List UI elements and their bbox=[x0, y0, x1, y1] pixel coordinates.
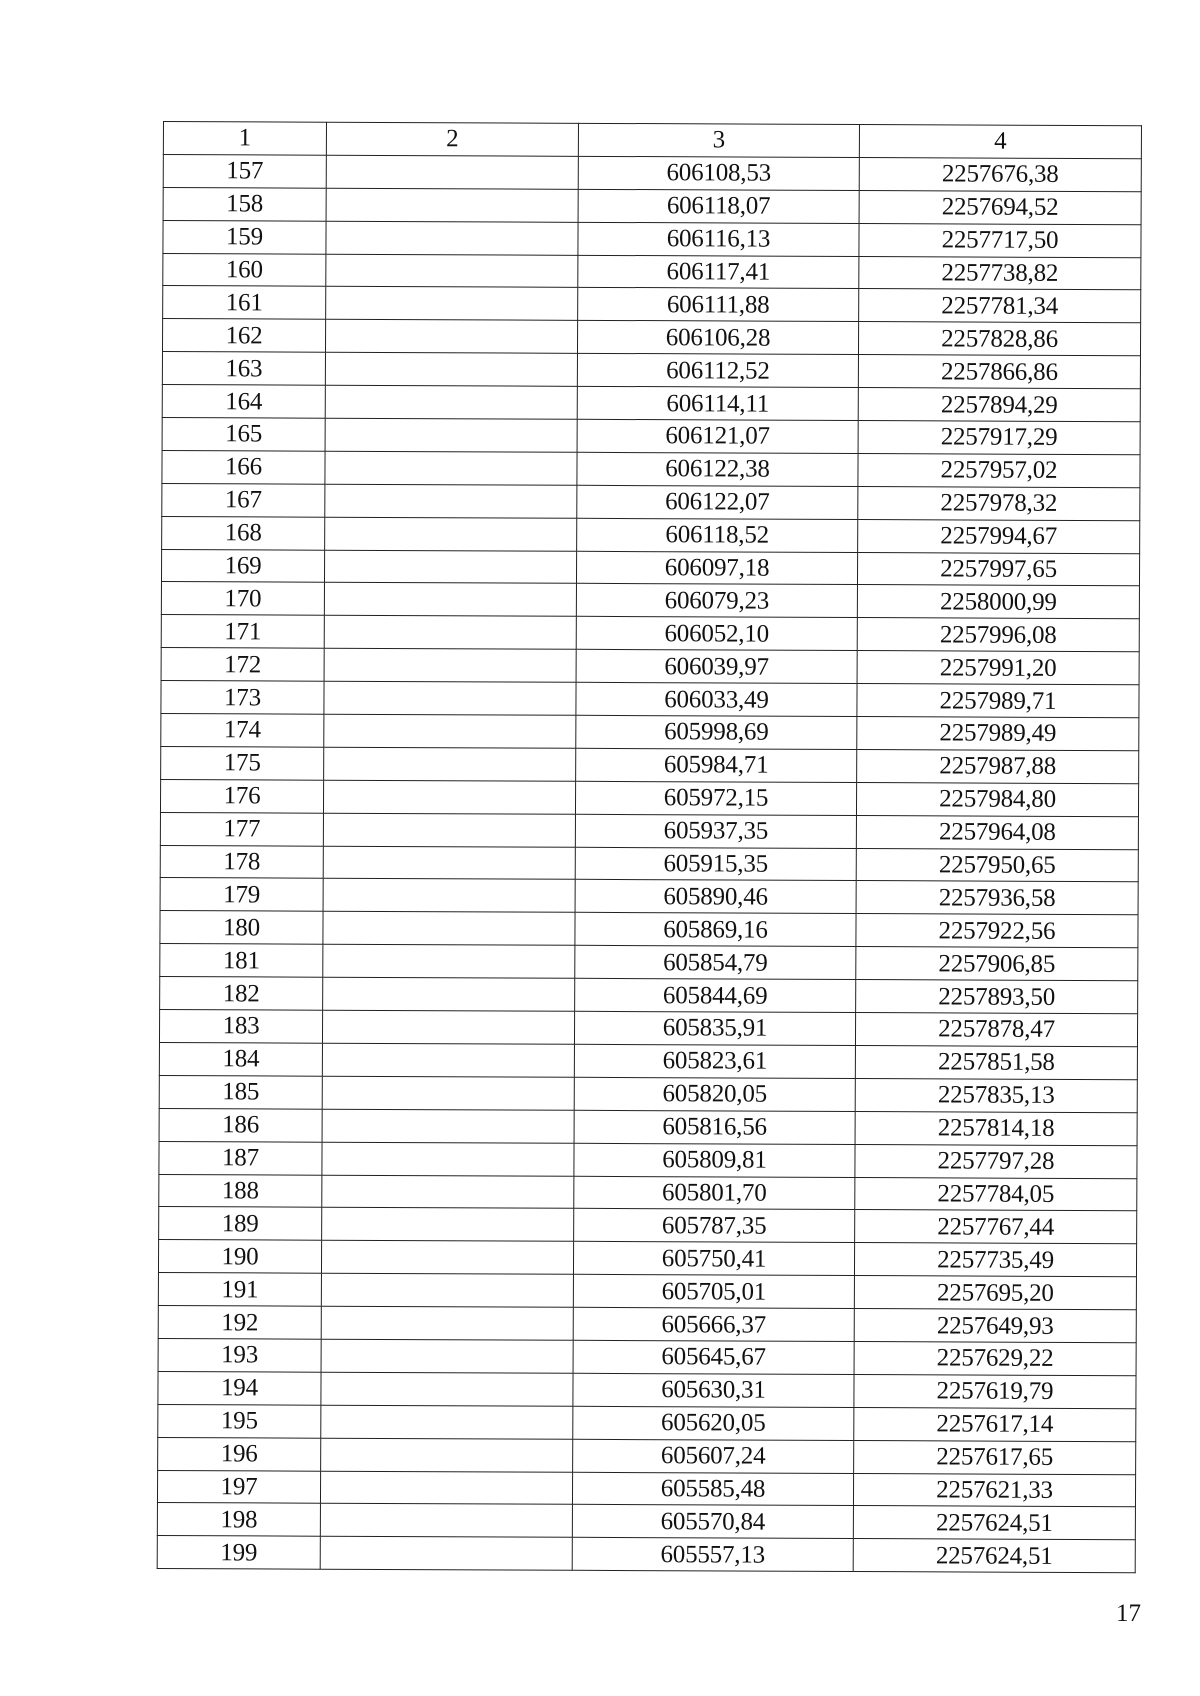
point-number-cell: 159 bbox=[163, 220, 326, 254]
point-number-cell: 193 bbox=[158, 1338, 321, 1372]
point-number-cell: 192 bbox=[158, 1306, 321, 1340]
coordinate-y-cell: 2257814,18 bbox=[855, 1111, 1137, 1145]
point-number-cell: 167 bbox=[162, 483, 325, 517]
table-row bbox=[162, 385, 1140, 422]
table-row bbox=[158, 1404, 1136, 1441]
empty-cell bbox=[321, 1240, 573, 1274]
coordinate-x-cell: 605801,70 bbox=[574, 1176, 855, 1210]
empty-cell bbox=[322, 1175, 574, 1209]
page-number: 17 bbox=[1116, 1600, 1141, 1627]
point-number-cell: 170 bbox=[161, 582, 324, 616]
empty-cell bbox=[323, 879, 575, 913]
empty-cell bbox=[320, 1536, 572, 1570]
coordinate-y-cell: 2257617,65 bbox=[854, 1440, 1136, 1474]
point-number-cell: 183 bbox=[159, 1010, 322, 1044]
point-number-cell: 174 bbox=[161, 714, 324, 748]
coordinate-y-cell: 2257624,51 bbox=[853, 1506, 1135, 1540]
empty-cell bbox=[321, 1306, 573, 1340]
coordinate-x-cell: 606116,13 bbox=[578, 222, 859, 256]
empty-cell bbox=[322, 1076, 574, 1110]
empty-cell bbox=[325, 418, 577, 452]
table-row bbox=[162, 450, 1140, 487]
point-number-cell: 157 bbox=[163, 154, 326, 188]
empty-cell bbox=[323, 846, 575, 880]
empty-cell bbox=[325, 484, 577, 518]
coordinate-x-cell: 605820,05 bbox=[574, 1077, 855, 1111]
empty-cell bbox=[325, 517, 577, 551]
empty-cell bbox=[321, 1372, 573, 1406]
coordinate-x-cell: 605823,61 bbox=[574, 1044, 855, 1078]
table-row bbox=[161, 582, 1139, 619]
empty-cell bbox=[325, 320, 577, 354]
coordinate-x-cell: 605645,67 bbox=[573, 1340, 854, 1374]
coordinate-y-cell: 2257767,44 bbox=[855, 1210, 1137, 1244]
coordinate-x-cell: 605809,81 bbox=[574, 1143, 855, 1177]
coordinate-x-cell: 605705,01 bbox=[573, 1274, 854, 1308]
empty-cell bbox=[321, 1339, 573, 1373]
table-row bbox=[163, 187, 1141, 224]
empty-cell bbox=[326, 254, 578, 288]
coordinate-x-cell: 605835,91 bbox=[574, 1011, 855, 1045]
empty-cell bbox=[325, 352, 577, 386]
empty-cell bbox=[324, 550, 576, 584]
point-number-cell: 194 bbox=[158, 1371, 321, 1405]
table-row bbox=[159, 1174, 1137, 1211]
coordinate-x-cell: 606121,07 bbox=[577, 419, 858, 453]
coordinate-x-cell: 606114,11 bbox=[577, 386, 858, 420]
empty-cell bbox=[324, 681, 576, 715]
coordinate-y-cell: 2257978,32 bbox=[858, 486, 1140, 520]
coordinate-y-cell: 2257694,52 bbox=[859, 190, 1141, 224]
empty-cell bbox=[321, 1273, 573, 1307]
empty-cell bbox=[324, 583, 576, 617]
coordinate-y-cell: 2257676,38 bbox=[859, 157, 1141, 191]
coordinate-y-cell: 2257866,86 bbox=[858, 355, 1140, 389]
table-row bbox=[160, 812, 1138, 849]
point-number-cell: 160 bbox=[163, 253, 326, 287]
empty-cell bbox=[324, 747, 576, 781]
table-row bbox=[158, 1240, 1136, 1277]
coordinate-y-cell: 2257738,82 bbox=[859, 256, 1141, 290]
table-row bbox=[162, 352, 1140, 389]
coordinate-y-cell: 2257878,47 bbox=[855, 1013, 1137, 1047]
coordinate-x-cell: 605937,35 bbox=[575, 814, 856, 848]
table-row bbox=[160, 779, 1138, 816]
table-header bbox=[163, 122, 1141, 159]
table-row bbox=[161, 615, 1139, 652]
coordinate-y-cell: 2257997,65 bbox=[857, 552, 1139, 586]
coordinate-y-cell: 2257917,29 bbox=[858, 421, 1140, 455]
empty-cell bbox=[325, 385, 577, 419]
point-number-cell: 171 bbox=[161, 615, 324, 649]
coordinate-x-cell: 605984,71 bbox=[576, 748, 857, 782]
point-number-cell: 198 bbox=[157, 1503, 320, 1537]
coordinate-y-cell: 2257989,49 bbox=[857, 717, 1139, 751]
coordinate-x-cell: 605585,48 bbox=[572, 1472, 853, 1506]
point-number-cell: 164 bbox=[162, 385, 325, 419]
coordinate-y-cell: 2257936,58 bbox=[856, 881, 1138, 915]
coordinate-x-cell: 605915,35 bbox=[575, 847, 856, 881]
coordinate-y-cell: 2257984,80 bbox=[856, 782, 1138, 816]
table-row bbox=[162, 319, 1140, 356]
coordinate-y-cell: 2257624,51 bbox=[853, 1539, 1135, 1573]
point-number-cell: 162 bbox=[162, 319, 325, 353]
table-row bbox=[162, 418, 1140, 455]
coordinate-x-cell: 605787,35 bbox=[574, 1209, 855, 1243]
point-number-cell: 187 bbox=[159, 1141, 322, 1175]
empty-cell bbox=[320, 1471, 572, 1505]
table-row bbox=[161, 746, 1139, 783]
coordinate-y-cell: 2257922,56 bbox=[856, 914, 1138, 948]
coordinate-x-cell: 605630,31 bbox=[573, 1373, 854, 1407]
table-row bbox=[159, 1042, 1137, 1079]
coordinate-y-cell: 2257964,08 bbox=[856, 815, 1138, 849]
coordinate-x-cell: 606108,53 bbox=[578, 156, 859, 190]
table-row bbox=[160, 911, 1138, 948]
empty-cell bbox=[322, 1109, 574, 1143]
coordinate-x-cell: 606118,52 bbox=[577, 518, 858, 552]
table-row bbox=[160, 878, 1138, 915]
table-row bbox=[159, 1141, 1137, 1178]
coordinate-x-cell: 606122,38 bbox=[577, 452, 858, 486]
coordinate-y-cell: 2257617,14 bbox=[854, 1407, 1136, 1441]
empty-cell bbox=[323, 813, 575, 847]
point-number-cell: 184 bbox=[159, 1042, 322, 1076]
table-row bbox=[159, 1075, 1137, 1112]
empty-cell bbox=[326, 188, 578, 222]
coordinate-x-cell: 605666,37 bbox=[573, 1307, 854, 1341]
coordinate-y-cell: 2257629,22 bbox=[854, 1341, 1136, 1375]
empty-cell bbox=[323, 912, 575, 946]
coordinate-x-cell: 606097,18 bbox=[576, 551, 857, 585]
empty-cell bbox=[322, 1142, 574, 1176]
point-number-cell: 188 bbox=[159, 1174, 322, 1208]
point-number-cell: 168 bbox=[162, 516, 325, 550]
column-header-3: 3 bbox=[578, 123, 859, 157]
coordinate-x-cell: 606117,41 bbox=[578, 255, 859, 289]
table-row bbox=[162, 516, 1140, 553]
table-row bbox=[157, 1536, 1135, 1573]
point-number-cell: 163 bbox=[162, 352, 325, 386]
empty-cell bbox=[324, 616, 576, 650]
table-row bbox=[161, 549, 1139, 586]
empty-cell bbox=[323, 780, 575, 814]
point-number-cell: 199 bbox=[157, 1536, 320, 1570]
point-number-cell: 195 bbox=[158, 1404, 321, 1438]
table-row bbox=[158, 1437, 1136, 1474]
coordinate-y-cell: 2257828,86 bbox=[858, 322, 1140, 356]
coordinate-y-cell: 2257835,13 bbox=[855, 1078, 1137, 1112]
coordinate-y-cell: 2257994,67 bbox=[858, 519, 1140, 553]
empty-cell bbox=[323, 944, 575, 978]
point-number-cell: 178 bbox=[160, 845, 323, 879]
table-row bbox=[162, 483, 1140, 520]
coordinate-x-cell: 606039,97 bbox=[576, 650, 857, 684]
coordinate-y-cell: 2258000,99 bbox=[857, 585, 1139, 619]
point-number-cell: 191 bbox=[158, 1273, 321, 1307]
coordinate-y-cell: 2257695,20 bbox=[854, 1276, 1136, 1310]
point-number-cell: 169 bbox=[161, 549, 324, 583]
coordinate-x-cell: 605844,69 bbox=[575, 978, 856, 1012]
coordinate-x-cell: 606118,07 bbox=[578, 189, 859, 223]
coordinate-x-cell: 605750,41 bbox=[573, 1242, 854, 1276]
coordinate-y-cell: 2257621,33 bbox=[853, 1473, 1135, 1507]
empty-cell bbox=[325, 451, 577, 485]
table-row bbox=[160, 977, 1138, 1014]
coordinate-x-cell: 606106,28 bbox=[577, 321, 858, 355]
empty-cell bbox=[326, 155, 578, 189]
coordinate-y-cell: 2257957,02 bbox=[858, 453, 1140, 487]
coordinate-y-cell: 2257893,50 bbox=[856, 980, 1138, 1014]
empty-cell bbox=[323, 977, 575, 1011]
column-header-1: 1 bbox=[163, 122, 326, 156]
point-number-cell: 172 bbox=[161, 648, 324, 682]
point-number-cell: 175 bbox=[161, 746, 324, 780]
table-header-row bbox=[163, 122, 1141, 159]
coordinate-y-cell: 2257894,29 bbox=[858, 388, 1140, 422]
coordinates-table bbox=[157, 121, 1142, 1573]
coordinate-x-cell: 605890,46 bbox=[575, 880, 856, 914]
coordinate-x-cell: 605972,15 bbox=[575, 781, 856, 815]
point-number-cell: 180 bbox=[160, 911, 323, 945]
point-number-cell: 166 bbox=[162, 450, 325, 484]
coordinate-y-cell: 2257735,49 bbox=[854, 1243, 1136, 1277]
empty-cell bbox=[322, 1010, 574, 1044]
table-row bbox=[160, 845, 1138, 882]
column-header-4: 4 bbox=[859, 125, 1141, 159]
point-number-cell: 186 bbox=[159, 1108, 322, 1142]
coordinate-y-cell: 2257851,58 bbox=[855, 1045, 1137, 1079]
coordinate-y-cell: 2257950,65 bbox=[856, 848, 1138, 882]
empty-cell bbox=[322, 1208, 574, 1242]
coordinate-x-cell: 605607,24 bbox=[573, 1439, 854, 1473]
table-row bbox=[163, 286, 1141, 323]
coordinate-x-cell: 606033,49 bbox=[576, 682, 857, 716]
point-number-cell: 190 bbox=[158, 1240, 321, 1274]
coordinate-x-cell: 606079,23 bbox=[576, 584, 857, 618]
table-row bbox=[158, 1338, 1136, 1375]
empty-cell bbox=[324, 648, 576, 682]
table-row bbox=[159, 1108, 1137, 1145]
point-number-cell: 161 bbox=[163, 286, 326, 320]
coordinate-x-cell: 606052,10 bbox=[576, 617, 857, 651]
point-number-cell: 181 bbox=[160, 944, 323, 978]
coordinate-y-cell: 2257987,88 bbox=[857, 749, 1139, 783]
empty-cell bbox=[326, 287, 578, 321]
table-row bbox=[163, 220, 1141, 257]
coordinate-y-cell: 2257717,50 bbox=[859, 223, 1141, 257]
table-row bbox=[163, 154, 1141, 191]
coordinate-y-cell: 2257991,20 bbox=[857, 651, 1139, 685]
coordinate-x-cell: 606111,88 bbox=[578, 288, 859, 322]
table-body bbox=[157, 154, 1141, 1573]
table-row bbox=[158, 1371, 1136, 1408]
table-row bbox=[161, 648, 1139, 685]
table-row bbox=[161, 681, 1139, 718]
coordinate-y-cell: 2257784,05 bbox=[855, 1177, 1137, 1211]
coordinate-y-cell: 2257989,71 bbox=[857, 684, 1139, 718]
coordinate-y-cell: 2257797,28 bbox=[855, 1144, 1137, 1178]
coordinate-y-cell: 2257996,08 bbox=[857, 618, 1139, 652]
point-number-cell: 182 bbox=[160, 977, 323, 1011]
coordinate-x-cell: 605570,84 bbox=[572, 1505, 853, 1539]
table-row bbox=[157, 1503, 1135, 1540]
empty-cell bbox=[320, 1504, 572, 1538]
point-number-cell: 165 bbox=[162, 418, 325, 452]
coordinate-y-cell: 2257781,34 bbox=[859, 289, 1141, 323]
table-row bbox=[160, 944, 1138, 981]
coordinate-x-cell: 605998,69 bbox=[576, 715, 857, 749]
point-number-cell: 176 bbox=[160, 779, 323, 813]
coordinate-y-cell: 2257619,79 bbox=[854, 1374, 1136, 1408]
point-number-cell: 189 bbox=[159, 1207, 322, 1241]
empty-cell bbox=[321, 1438, 573, 1472]
point-number-cell: 179 bbox=[160, 878, 323, 912]
table-row bbox=[157, 1470, 1135, 1507]
coordinate-x-cell: 605869,16 bbox=[575, 913, 856, 947]
column-header-2: 2 bbox=[326, 122, 578, 156]
empty-cell bbox=[321, 1405, 573, 1439]
coordinate-x-cell: 605557,13 bbox=[572, 1538, 853, 1572]
empty-cell bbox=[324, 714, 576, 748]
coordinate-x-cell: 606112,52 bbox=[577, 354, 858, 388]
coordinate-x-cell: 605854,79 bbox=[575, 946, 856, 980]
table-row bbox=[159, 1010, 1137, 1047]
table-row bbox=[163, 253, 1141, 290]
empty-cell bbox=[326, 221, 578, 255]
coordinate-y-cell: 2257906,85 bbox=[856, 947, 1138, 981]
coordinate-x-cell: 606122,07 bbox=[577, 485, 858, 519]
table-row bbox=[158, 1273, 1136, 1310]
coordinate-x-cell: 605620,05 bbox=[573, 1406, 854, 1440]
coordinate-y-cell: 2257649,93 bbox=[854, 1309, 1136, 1343]
point-number-cell: 177 bbox=[160, 812, 323, 846]
point-number-cell: 158 bbox=[163, 187, 326, 221]
empty-cell bbox=[322, 1043, 574, 1077]
point-number-cell: 196 bbox=[158, 1437, 321, 1471]
coordinate-x-cell: 605816,56 bbox=[574, 1110, 855, 1144]
point-number-cell: 197 bbox=[157, 1470, 320, 1504]
table-row bbox=[159, 1207, 1137, 1244]
point-number-cell: 185 bbox=[159, 1075, 322, 1109]
point-number-cell: 173 bbox=[161, 681, 324, 715]
table-row bbox=[158, 1306, 1136, 1343]
table-row bbox=[161, 714, 1139, 751]
